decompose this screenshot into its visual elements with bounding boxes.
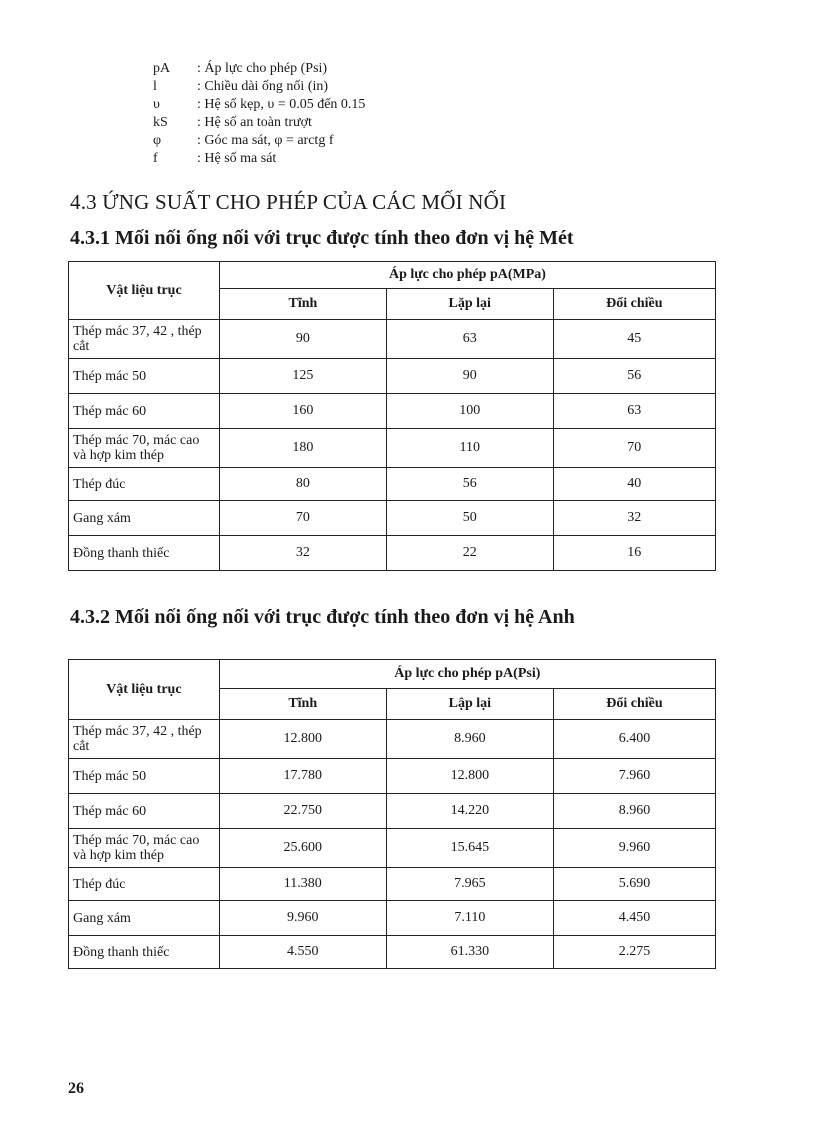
definition-text: : Chiều dài ống nối (in)	[197, 79, 329, 94]
value-cell: 63	[386, 320, 553, 359]
value-cell: 9.960	[219, 901, 386, 936]
material-cell: Thép mác 50	[69, 759, 220, 794]
definition-symbol: l	[153, 79, 157, 94]
definition-row	[153, 96, 365, 114]
table-row	[69, 394, 716, 429]
table-row	[69, 901, 716, 936]
value-cell: 70	[219, 501, 386, 536]
value-cell: 7.965	[386, 868, 553, 901]
material-cell: Thép mác 60	[69, 394, 220, 429]
table-row	[69, 468, 716, 501]
material-cell: Thép mác 37, 42 , thép cắt	[69, 320, 220, 359]
value-cell: 16	[553, 536, 715, 571]
definition-text: : Áp lực cho phép (Psi)	[197, 61, 328, 76]
value-cell: 63	[553, 394, 715, 429]
value-cell: 125	[219, 359, 386, 394]
column-header: Đổi chiều	[553, 289, 715, 320]
symbol-definitions	[153, 60, 365, 168]
material-cell: Thép đúc	[69, 468, 220, 501]
table1-heading: 4.3.1 Mối nối ống nối với trục được tính theo đơn vị hệ Mét	[70, 227, 574, 249]
value-cell: 8.960	[386, 720, 553, 759]
imperial-pressure-table	[68, 659, 716, 969]
material-cell: Thép đúc	[69, 868, 220, 901]
material-cell: Thép mác 60	[69, 794, 220, 829]
value-cell: 90	[386, 359, 553, 394]
page-number: 26	[68, 1080, 84, 1097]
value-cell: 56	[553, 359, 715, 394]
value-cell: 56	[386, 468, 553, 501]
definition-symbol: pA	[153, 61, 171, 76]
table-row	[69, 868, 716, 901]
table2-heading: 4.3.2 Mối nối ống nối với trục được tính theo đơn vị hệ Anh	[70, 606, 575, 628]
value-cell: 32	[553, 501, 715, 536]
value-cell: 160	[219, 394, 386, 429]
column-header: Đổi chiều	[553, 689, 715, 720]
value-cell: 4.550	[219, 936, 386, 969]
table-row	[69, 536, 716, 571]
definition-text: : Hệ số ma sát	[197, 151, 277, 166]
value-cell: 50	[386, 501, 553, 536]
value-cell: 9.960	[553, 829, 715, 868]
pressure-group-header: Áp lực cho phép pA(Psi)	[219, 660, 715, 689]
definition-row	[153, 60, 365, 78]
value-cell: 61.330	[386, 936, 553, 969]
definition-row	[153, 78, 365, 96]
material-header: Vật liệu trục	[69, 262, 220, 320]
material-cell: Thép mác 50	[69, 359, 220, 394]
material-cell: Đồng thanh thiếc	[69, 936, 220, 969]
value-cell: 8.960	[553, 794, 715, 829]
value-cell: 110	[386, 429, 553, 468]
table-row	[69, 759, 716, 794]
table-row	[69, 429, 716, 468]
definition-row	[153, 150, 365, 168]
table-row	[69, 320, 716, 359]
pressure-group-header: Áp lực cho phép pA(MPa)	[219, 262, 715, 289]
value-cell: 25.600	[219, 829, 386, 868]
table-row	[69, 794, 716, 829]
value-cell: 7.960	[553, 759, 715, 794]
metric-pressure-table	[68, 261, 716, 571]
value-cell: 12.800	[386, 759, 553, 794]
value-cell: 5.690	[553, 868, 715, 901]
value-cell: 6.400	[553, 720, 715, 759]
material-cell: Gang xám	[69, 901, 220, 936]
value-cell: 11.380	[219, 868, 386, 901]
value-cell: 40	[553, 468, 715, 501]
value-cell: 17.780	[219, 759, 386, 794]
value-cell: 4.450	[553, 901, 715, 936]
definition-text: : Hệ số kẹp, υ = 0.05 đến 0.15	[197, 97, 366, 112]
material-cell: Gang xám	[69, 501, 220, 536]
material-cell: Thép mác 70, mác cao và hợp kim thép	[69, 829, 220, 868]
column-header: Lặp lại	[386, 289, 553, 320]
value-cell: 7.110	[386, 901, 553, 936]
definition-row	[153, 132, 365, 150]
definition-row	[153, 114, 365, 132]
table-row	[69, 720, 716, 759]
material-cell: Đồng thanh thiếc	[69, 536, 220, 571]
definition-text: : Góc ma sát, φ = arctg f	[197, 133, 334, 148]
column-header: Tĩnh	[219, 289, 386, 320]
table-row	[69, 359, 716, 394]
column-header: Tĩnh	[219, 689, 386, 720]
value-cell: 90	[219, 320, 386, 359]
value-cell: 45	[553, 320, 715, 359]
value-cell: 32	[219, 536, 386, 571]
column-header: Lập lại	[386, 689, 553, 720]
definition-symbol: f	[153, 151, 158, 166]
value-cell: 2.275	[553, 936, 715, 969]
value-cell: 180	[219, 429, 386, 468]
material-cell: Thép mác 37, 42 , thép cắt	[69, 720, 220, 759]
section-heading: 4.3 ỨNG SUẤT CHO PHÉP CỦA CÁC MỐI NỐI	[70, 190, 507, 214]
definition-text: : Hệ số an toàn trượt	[197, 115, 312, 130]
value-cell: 100	[386, 394, 553, 429]
material-header: Vật liệu trục	[69, 660, 220, 720]
definition-symbol: υ	[153, 97, 160, 112]
table-row	[69, 936, 716, 969]
table-row	[69, 501, 716, 536]
value-cell: 80	[219, 468, 386, 501]
value-cell: 12.800	[219, 720, 386, 759]
definition-symbol: kS	[153, 115, 168, 130]
definition-symbol: φ	[153, 133, 162, 148]
value-cell: 14.220	[386, 794, 553, 829]
value-cell: 70	[553, 429, 715, 468]
value-cell: 22	[386, 536, 553, 571]
table-row	[69, 829, 716, 868]
value-cell: 22.750	[219, 794, 386, 829]
material-cell: Thép mác 70, mác cao và hợp kim thép	[69, 429, 220, 468]
value-cell: 15.645	[386, 829, 553, 868]
